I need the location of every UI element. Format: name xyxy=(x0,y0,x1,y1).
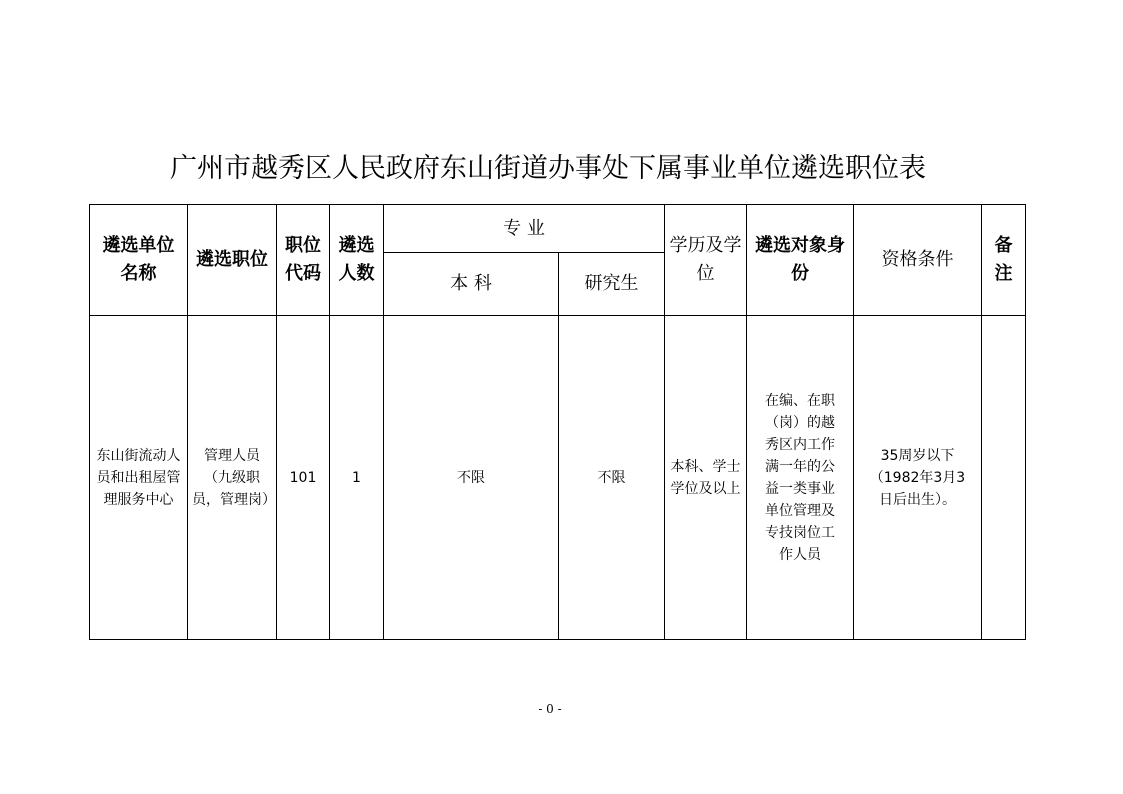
header-count: 遴选人数 xyxy=(330,205,384,316)
header-position: 遴选职位 xyxy=(188,205,277,316)
header-target: 遴选对象身份 xyxy=(747,205,854,316)
cell-code: 101 xyxy=(277,316,330,640)
position-table xyxy=(89,204,1026,640)
cell-undergrad: 不限 xyxy=(384,316,559,640)
header-undergrad: 本 科 xyxy=(384,253,559,316)
cell-qualification: 35周岁以下（1982年3月3日后出生）。 xyxy=(854,316,982,640)
cell-education: 本科、学士学位及以上 xyxy=(665,316,747,640)
cell-remark xyxy=(982,316,1026,640)
cell-count: 1 xyxy=(330,316,384,640)
cell-position: 管理人员（九级职员，管理岗） xyxy=(188,316,277,640)
header-unit: 遴选单位名称 xyxy=(90,205,188,316)
table-row xyxy=(90,316,1026,640)
header-graduate: 研究生 xyxy=(559,253,665,316)
header-major: 专 业 xyxy=(384,205,665,253)
header-remark: 备注 xyxy=(982,205,1026,316)
cell-target: 在编、在职（岗）的越秀区内工作满一年的公益一类事业单位管理及专技岗位工作人员 xyxy=(747,316,854,640)
header-education: 学历及学位 xyxy=(665,205,747,316)
header-code: 职位代码 xyxy=(277,205,330,316)
cell-unit: 东山街流动人员和出租屋管理服务中心 xyxy=(90,316,188,640)
page-number: - 0 - xyxy=(538,702,562,716)
cell-graduate: 不限 xyxy=(559,316,665,640)
page-title: 广州市越秀区人民政府东山街道办事处下属事业单位遴选职位表 xyxy=(170,153,926,184)
header-qualification: 资格条件 xyxy=(854,205,982,316)
